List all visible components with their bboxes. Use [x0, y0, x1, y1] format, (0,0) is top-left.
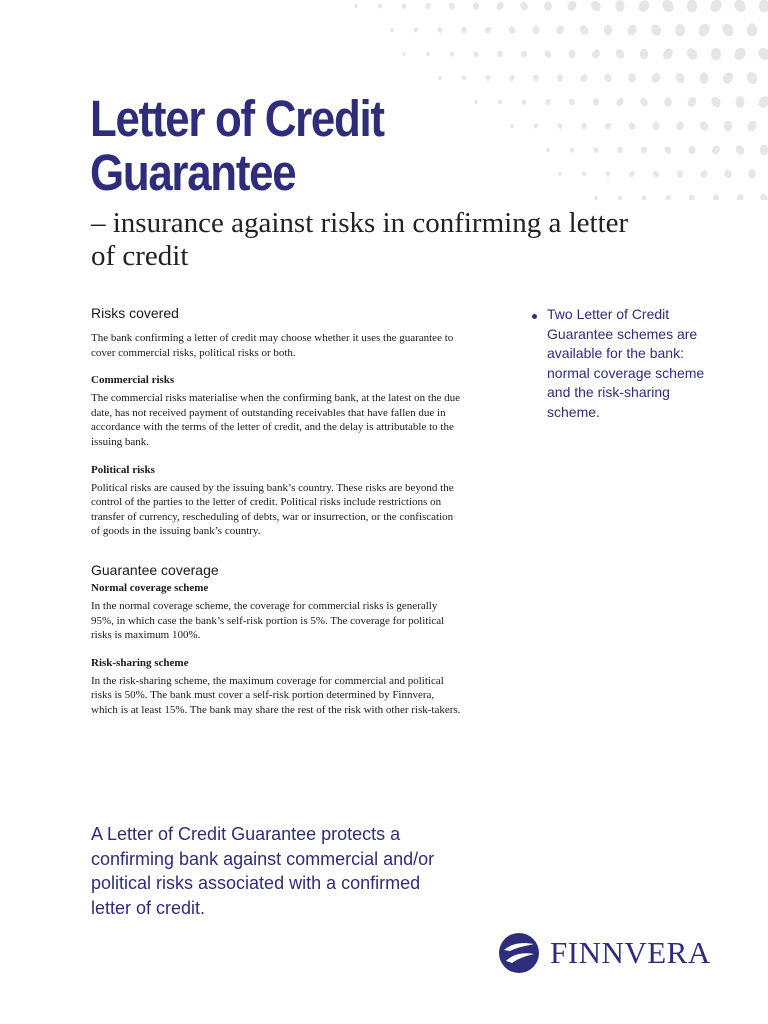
pattern-dot: [461, 27, 466, 34]
pattern-dot: [533, 123, 539, 130]
pattern-dot: [426, 52, 430, 57]
pattern-dot: [711, 48, 721, 61]
risk-sharing-text: In the risk-sharing scheme, the maximum coverage for commercial and political risks is 50%. The bank must cover a self-risk portion determined by Finnvera, which is at least 15%. The bank may share the rest of the risk with other risk-takers.: [91, 674, 461, 716]
pattern-dot: [532, 74, 540, 83]
commercial-risks-heading: Commercial risks: [91, 374, 175, 387]
pattern-dot: [747, 24, 757, 37]
pattern-dot: [606, 171, 610, 176]
pattern-dot: [687, 0, 697, 13]
pattern-dot: [593, 98, 599, 106]
finnvera-logo: [498, 932, 711, 974]
pattern-dot: [688, 194, 696, 200]
pattern-dot: [698, 120, 710, 132]
brand-wordmark: FINNVERA: [550, 935, 711, 970]
section-spacer: [91, 539, 461, 562]
pattern-dot: [653, 122, 660, 130]
pattern-dot: [402, 3, 407, 9]
pattern-dot: [640, 145, 649, 154]
pattern-dot: [625, 23, 638, 37]
pattern-dot: [546, 148, 550, 153]
pattern-dot: [617, 195, 623, 200]
pattern-dot: [520, 49, 529, 58]
pattern-dot: [589, 0, 602, 13]
pattern-dot: [757, 94, 768, 109]
pattern-dot: [661, 47, 674, 61]
pattern-dot: [497, 51, 502, 58]
pattern-dot: [689, 146, 696, 155]
tagline: A Letter of Credit Guarantee protects a confirming bank against commercial and/or political risks associated with a confirmed letter of credit.: [91, 824, 435, 918]
pattern-dot: [590, 48, 601, 60]
pattern-dot: [759, 192, 768, 200]
pattern-dot: [710, 144, 721, 156]
pattern-dot: [650, 72, 662, 85]
pattern-dot: [544, 98, 552, 106]
guarantee-coverage-heading: Guarantee coverage: [91, 561, 219, 578]
pattern-dot: [664, 194, 671, 200]
pattern-dot: [508, 74, 515, 82]
pattern-dot: [735, 96, 744, 108]
aside-bullet: [532, 305, 712, 422]
pattern-dot: [756, 46, 768, 62]
pattern-dot: [566, 0, 578, 13]
pattern-dot: [472, 50, 479, 58]
pattern-dot: [579, 73, 589, 83]
pattern-dot: [578, 24, 590, 36]
pattern-dot: [649, 23, 663, 38]
pattern-dot: [486, 75, 490, 81]
commercial-risks-text: The commercial risks materialise when the confirming bank, at the latest on the due date, has not received payment of outstanding receivables that have fallen due in accordance with the terms of the letter of credit, and the delay is attributable to the issuing bank.: [91, 392, 460, 448]
pattern-dot: [721, 70, 735, 85]
pattern-dot: [732, 0, 748, 14]
pattern-dot: [699, 72, 708, 83]
pattern-dot: [510, 124, 514, 128]
pattern-dot: [699, 169, 709, 179]
pattern-dot: [413, 27, 419, 34]
pattern-dot: [640, 49, 648, 60]
pattern-dot: [660, 0, 675, 14]
pattern-dot: [593, 195, 598, 200]
pattern-dot: [438, 75, 443, 80]
pattern-dot: [544, 1, 552, 11]
pattern-dot: [533, 26, 540, 34]
pattern-dot: [759, 0, 768, 13]
pattern-dot: [569, 147, 575, 154]
pattern-dot: [748, 169, 755, 178]
pattern-dot: [557, 122, 564, 129]
pattern-dot: [402, 51, 407, 56]
aside-bullet-text: Two Letter of Credit Guarantee schemes are available for the bank: normal coverage scheme and the risk-sharing scheme.: [547, 306, 705, 420]
pattern-dot: [592, 146, 599, 154]
pattern-dot: [495, 1, 505, 12]
pattern-dot: [652, 170, 660, 179]
pattern-dot: [732, 46, 748, 62]
pattern-dot: [720, 22, 736, 38]
pattern-dot: [473, 99, 478, 104]
title-line-2: Guarantee: [90, 144, 296, 201]
bullet-dot-icon: [532, 314, 537, 319]
pattern-dot: [473, 2, 479, 10]
document-subtitle: – insurance against risks in confirming a letter of credit: [91, 207, 629, 272]
pattern-dot: [555, 24, 566, 36]
document-title: [90, 92, 384, 200]
pattern-dot: [639, 96, 650, 107]
pattern-dot: [735, 193, 745, 200]
pattern-dot: [558, 171, 563, 176]
pattern-dot: [617, 147, 622, 154]
pattern-dot: [713, 194, 719, 200]
pattern-dot: [519, 0, 530, 11]
pattern-dot: [390, 28, 394, 33]
pattern-dot: [497, 99, 503, 105]
pattern-dot: [724, 121, 732, 131]
risks-covered-intro: The bank confirming a letter of credit may choose whether it uses the guarantee to cover commercial risks, political risks or both.: [91, 332, 454, 359]
pattern-dot: [507, 25, 516, 35]
pattern-dot: [461, 75, 467, 81]
pattern-dot: [604, 25, 612, 35]
pattern-dot: [628, 73, 636, 82]
pattern-dot: [627, 121, 636, 131]
pattern-dot: [581, 123, 586, 129]
pattern-dot: [448, 2, 456, 11]
pattern-dot: [677, 170, 683, 177]
pattern-dot: [642, 195, 646, 200]
pattern-dot: [745, 119, 758, 133]
pattern-dot: [663, 145, 672, 155]
risks-covered-heading: Risks covered: [91, 305, 179, 321]
pattern-dot: [377, 3, 383, 9]
pattern-dot: [686, 96, 698, 109]
pattern-dot: [696, 22, 712, 38]
pattern-dot: [675, 120, 686, 131]
pattern-dot: [614, 48, 626, 61]
normal-coverage-heading: Normal coverage scheme: [91, 581, 209, 594]
pattern-dot: [734, 144, 746, 157]
finnvera-emblem-icon: [498, 932, 540, 974]
pattern-dot: [675, 24, 685, 36]
political-risks-heading: Political risks: [91, 463, 155, 476]
pattern-dot: [424, 2, 432, 10]
pattern-dot: [484, 25, 493, 34]
pattern-dot: [664, 97, 672, 107]
normal-coverage-text: In the normal coverage scheme, the coverage for commercial risks is generally 95%, in which case the bank’s self-risk portion is 5%. The coverage for political risks is maximum 100%.: [91, 599, 445, 642]
pattern-dot: [604, 122, 612, 131]
pattern-dot: [628, 170, 635, 178]
pattern-dot: [449, 51, 455, 58]
pattern-dot: [557, 74, 563, 81]
pattern-dot: [637, 0, 652, 14]
main-column: [91, 305, 461, 718]
title-line-1: Letter of Credit: [90, 90, 384, 147]
pattern-dot: [615, 97, 625, 107]
pattern-dot: [744, 70, 759, 86]
risk-sharing-heading: Risk-sharing scheme: [91, 656, 189, 669]
pattern-dot: [569, 50, 576, 59]
pattern-dot: [568, 98, 576, 107]
pattern-dot: [522, 99, 527, 105]
pattern-dot: [437, 26, 444, 33]
pattern-dot: [708, 0, 724, 14]
pattern-dot: [603, 72, 613, 83]
pattern-dot: [615, 0, 624, 12]
pattern-dot: [353, 3, 358, 9]
pattern-dot: [581, 171, 587, 177]
pattern-dot: [685, 46, 699, 61]
pattern-dot: [543, 49, 553, 59]
pattern-dot: [760, 145, 768, 156]
pattern-dot: [723, 168, 733, 179]
pattern-dot: [709, 95, 722, 109]
pattern-dot: [674, 71, 687, 85]
political-risks-text: Political risks are caused by the issuing bank’s country. These risks are beyond the control of the parties to the letter of credit. Political risks include restrictions on transfer of currency, rescheduling of debts, war or insurrection, or the confiscation of goods in the issuing bank’s country.: [91, 481, 454, 538]
